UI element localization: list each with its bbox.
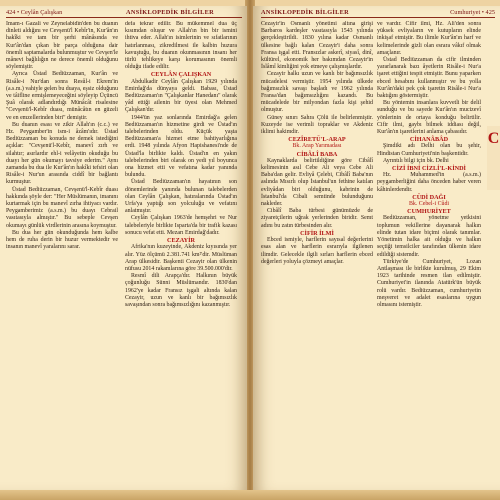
paragraph: ve vardır. Cifir ilmi, Hz. Ali'den sonra yüksek evliyaların ve kutupların elinde inkişaf etmiştir. Bu ilimle Kur'ân'ın harf ve kelimelerinde gizli olan esrara vâkıf olmak amaçlanır. — [377, 21, 481, 56]
paragraph: Bu dua her gün okunduğunda hem kalbe hem de ruha derin bir huzur vermektedir ve insanın manevî yaralarını sarar. — [6, 229, 118, 251]
left-column-2 — [125, 21, 237, 489]
right-running-title: ANSİKLOPEDİK BİLGİLER — [261, 9, 350, 16]
paragraph: Hz. Muhammed'in (a.s.m.) peygamberliğini daha önceden haber veren kâhinlerdendir. — [377, 172, 481, 193]
paragraph: Türkiye'de Cumhuriyet, Lozan Antlaşması ile birlikte kurulmuş, 29 Ekim 1923 tarihinde resmen ilan edilmiştir. Cumhuriyet'in ilanında Atatürk'ün büyük rolü vardır. Bediüzzaman, cumhuriyetin meşveret ve adalet esaslarına uygun olmasını istemiştir. — [377, 258, 481, 308]
left-page — [0, 6, 247, 490]
entry-heading: CEZÎRETÜ'L-ARAP — [288, 136, 346, 144]
cross-reference: Bk. Arap Yarımadası — [292, 143, 342, 150]
chapter-thumb-index: C — [487, 126, 500, 190]
left-page-header — [6, 8, 242, 17]
paragraph: 1944'ün yaz sonlarında Emirdağ'a gelen Bediüzzaman'ın hizmetine girdi ve Üstad'ın talebelerinden oldu. Küçük yaşta Bediüzzaman'a hizmet etme bahtiyarlığına erdi. 1948 yılında Afyon Hapishanesi'nde de Üstad'la birlikte kaldı. Üstad'ın en yakın talebelerinden biri olarak on yedi yıl boyunca ona hizmet etti ve vefatına kadar yanında bulundu. — [125, 114, 237, 179]
paragraph: Bediüzzaman, yönetme yetkisini toplumun vekillerine dayanarak halkın elinde tutan idare biçimi olarak tanımlar. Yönetimin halka ait olduğu ve halkın seçtiği temsilciler tarafından ülkenin idare edildiği sistemdir. — [377, 215, 481, 258]
paragraph: defa tekrar edilir. Bu mükemmel dua üç kısımdan oluşur ve Allah'ın bin bir ismini ihtiva eder. Allah'ın isimlerinin ve sıfatlarının hatırlanması, zikredilmesi ile kalbin huzura kavuştuğu, bu duanın okunmasının insanı her türlü tehlikeye karşı korumasının önemli olduğu ifade edilir. — [125, 21, 237, 71]
left-running-title: ANSİKLOPEDİK BİLGİLER — [126, 9, 215, 16]
paragraph: Ceylân Çalışkan 1963'de hemşehri ve Nur talebeleriyle birlikte Isparta'da bir trafik kazası sonucu vefat etti. Mezarı Emirdağ'dadır. — [125, 215, 237, 236]
paragraph: Ayrıntılı bilgi için bk. Delhi — [383, 157, 449, 164]
paragraph: İmam-ı Gazali ve Zeynelabidîn'den bu duanın dinleti aldığını ve Cevşenü'l Kebîr'in, Kur'ân'ın hakîki ve tam bir şerhi mânâsında ve Kur'ân'dan çıkan bir parça olduğuna dair önemli saptamalarda bulunmuştur ve Cevşen'le mânevi bağlılığın ne derece önemli olduğunu söylemiştir. — [6, 21, 118, 71]
paragraph: Üstad Bediüzzaman'ın hayatının son dönemlerinde yanında bulunan talebelerden olan Ceylân Çalışkan, hatıralarında Üstad'ın Urfa'ya yaptığı son yolculuğu ve vefatını anlatmıştır. — [125, 179, 237, 215]
entry-heading: CEYLÂN ÇALIŞKAN — [150, 71, 212, 79]
paragraph: Ayrıca Üstad Bediüzzaman, Kur'ân ve Risâle-i Nur'dan sonra Resûl-i Ekrem'in (a.s.m.) vahiyle gelen bu duaya, eşsiz olduğunu ve tâifline ermişlemeyeceğini söyleyip Üçüncü Şuâ olarak adlandırdığı Münâcât risalesine "Cevşenü'l-Kebîr duası, münâcâtın en güzeli ve en emzellerinden biri" demiştir. — [6, 71, 118, 121]
entry-heading: CİHANÂBÂD — [409, 136, 449, 144]
left-column-1 — [6, 21, 118, 489]
right-page-number: Cumhuriyet • 425 — [450, 9, 495, 16]
paragraph: Şimdiki adı Delhi olan bu şehir, Hindistan Cumhuriyeti'nin başkentidir. — [377, 143, 481, 157]
paragraph: Cezayir halkı uzun ve kanlı bir bağımsızlık mücadelesi vermiştir. 1954 yılında ülkede bağımsızlık savaşı başladı ve 1962 yılında Fransa'dan bağımsızlığını kazandı. Bu mücadelede bir milyondan fazla kişi şehid olmuştur. — [261, 71, 373, 114]
paragraph: Üstad Bediüzzaman da cifir ilminden yararlanarak bazı âyetlerin Risâle-i Nur'a işaret ettiğini tespit etmiştir. Bunu yaparken ebced hesabını kullanmıştır ve bu yolla Kur'ân'daki pek çok işaretin Risâle-i Nur'a baktığını göstermiştir. — [377, 57, 481, 100]
entry-heading: CİBÂLÎ BABA — [296, 150, 338, 158]
page-bottom-edge — [0, 490, 500, 500]
paragraph: Üstad Bediüzzaman, Cevşenü'l-Kebîr duası hakkında şöyle der: "Her Müslümanın, imanını kurtarmak için bu manevî zırha ihtiyacı vardır. Peygamberimiz (a.s.m.) bu duayı Cebrail vasıtasıyla almıştır." Bu sebeple Cevşen okumayı günlük virdlerinin arasına koymuştur. — [6, 186, 118, 229]
paragraph: Kaynaklarda belirtildiğine göre Cibâlî kelimesinin asıl Cebe Ali veya Cebe Ali Baba'dan gelir. Evliyâ Çelebi, Cibâlî Baba'nın aslında Mısırlı olup İstanbul'un fethine katılan evliyâdan biri olduğunu, kabrinin de İstanbul'da Cibali semtinde bulunduğunu nakleder. — [261, 157, 373, 208]
right-column-1 — [261, 21, 373, 489]
paragraph: Resmî dili Arapça'dır. Halkının büyük çoğunluğu Sünni Müslümandır. 1830'dan 1962'ye kadar Fransız işgali altında kalan Cezayir, uzun ve kanlı bir bağımsızlık savaşından sonra bağımsızlığını kazanmıştır. — [125, 273, 237, 308]
paragraph: Bu yöntemin insanlara kuvvetli bir delil sunduğu ve bu sayede Kur'ân'ın mucizevî yönlerinin de ortaya konduğu belirtilir. Cifir ilmi, gaybı bilmek iddiası değil, Kur'ân'ın işaretlerini anlama çabasıdır. — [377, 100, 481, 136]
right-page — [253, 6, 500, 490]
paragraph: Cezayir'in Osmanlı yönetimi altına girişi Barbaros kardeşler vasıtasıyla 1543 yılında gerçekleştirildi. 1830 yılına kadar Osmanlı ülkesine bağlı kalan Cezayir'i daha sonra Fransa işgal etti. Fransızlar askerî, siyasî, dinî, kültürel, ekonomik her bakımdan Cezayir'in İslâmî kimliğini yok etmeye çalışmışlardır. — [261, 21, 373, 71]
left-page-number: 424 • Ceylân Çalışkan — [6, 9, 63, 16]
paragraph: Güney sınırı Sahra Çölü ile belirlenmiştir. Kuzeyde ise verimli topraklar ve Akdeniz iklimi hakimdir. — [261, 114, 373, 136]
entry-heading: CİFİR İLMİ — [300, 229, 334, 237]
entry-heading: CÜDİ DAĞI — [412, 193, 446, 201]
entry-heading: CEZAYİR — [167, 237, 195, 245]
cross-reference: Bk. Cebel-i Cûdi — [408, 201, 450, 208]
paragraph: Afrika'nın kuzeyinde, Akdeniz kıyısında yer alır. Yüz ölçümü 2.381.741 km²'dir. Müslüman Arap ülkesidir. Başkenti Cezayir olan ülkenin nüfusu 2014 rakamlarına göre 39.500.000'dir. — [125, 244, 237, 272]
entry-heading: CUMHURİYET — [407, 208, 451, 216]
paragraph: Cibâlî Baba türbesi günümüzde de ziyaretçilerin uğrak yerlerinden biridir. Semt adını bu zatın türbesinden alır. — [261, 208, 373, 229]
left-header-rule — [6, 17, 242, 18]
entry-heading: CİZİ İBNİ CİZLİ'L-KİNDİ — [392, 165, 466, 173]
paragraph: Abdulkadir Ceylân Çalışkan 1929 yılında Emirdağ'da dünyaya geldi. Babası, Üstad Bediüzzaman'ın "Çalışkanlar Hanedanı" olarak yâd ettiği ailenin bir üyesi olan Mehmed Çalışkan'dır. — [125, 78, 237, 114]
right-column-2 — [377, 21, 481, 489]
paragraph: Ebced ismiyle, harflerin sayısal değerlerini esas alan ve harflerin esrarıyla ilgilenen ilimdir. Gelecekle ilgili sırları harflerin ebced değerleri yoluyla çözmeyi amaçlar. — [261, 237, 373, 265]
right-page-header — [261, 8, 495, 17]
right-header-rule — [261, 17, 495, 18]
paragraph: Bu duanın esası ve zikir Allah'ın (c.c.) ve Hz. Peygamber'in ism-i âzâm'ıdır. Üstad Bediüzzaman bu konuda ne demek istediğini açıklar: "Cevşenü'l-Kebîr, manevî zırh ve silahtır; asırlardır ehl-i velâyetin okuduğu bu duayı her gün okumayı tavsiye ederim." Aynı zamanda bu dua ile Kur'ân'ın hakîki tefsiri olan Risâle-i Nur'un arasında ciddî bir bağlantı kurmuştur. — [6, 121, 118, 186]
